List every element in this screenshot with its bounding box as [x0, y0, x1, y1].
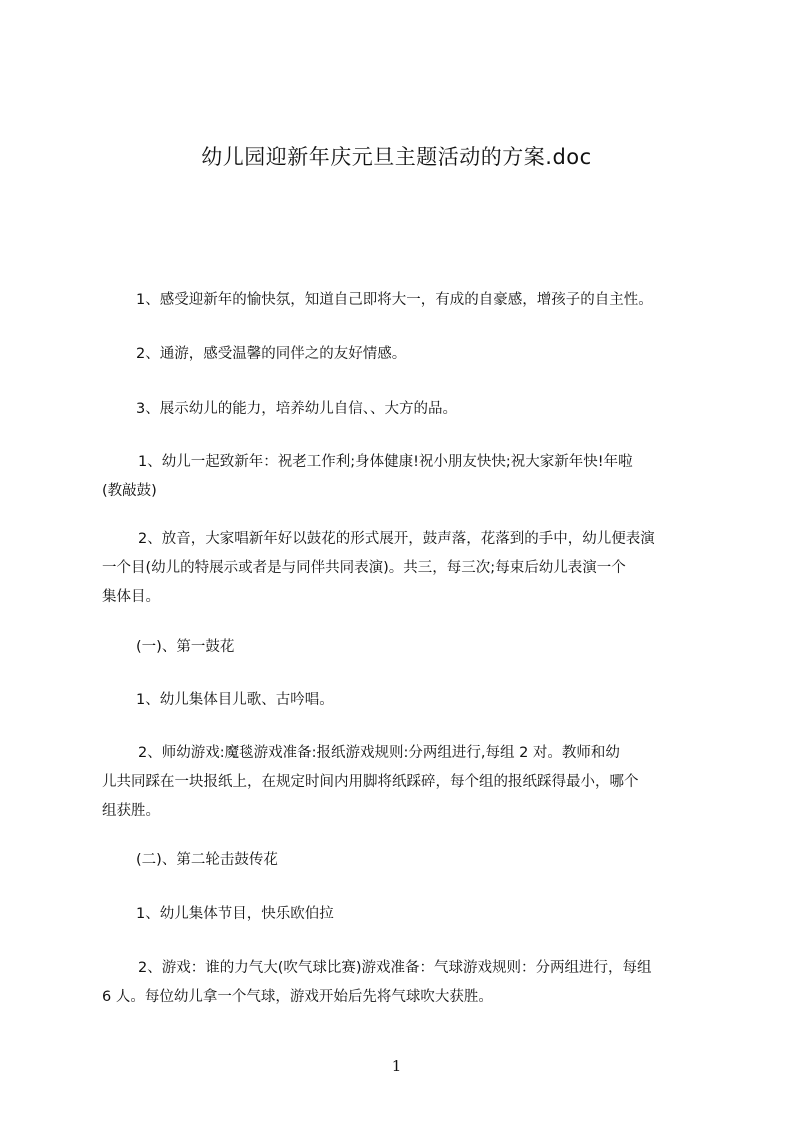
- paragraph-line: 2、游戏：谁的力气大(吹气球比赛)游戏准备：气球游戏规则：分两组进行，每组: [138, 960, 652, 976]
- page-number: 1: [391, 1057, 402, 1075]
- paragraph-goal-1: [136, 286, 746, 315]
- section-heading-round-2: [136, 846, 746, 875]
- paragraph-line: 集体目。: [102, 589, 160, 605]
- paragraph-line: 1、幼儿集体目儿歌、古吟唱。: [136, 692, 334, 708]
- paragraph-line: 一个目(幼儿的特展示或者是与同伴共同表演)。共三，每三次;每束后幼儿表演一个: [102, 560, 626, 576]
- document-title: 幼儿园迎新年庆元旦主题活动的方案.doc: [201, 145, 592, 169]
- paragraph-line: (二)、第二轮击鼓传花: [136, 852, 278, 868]
- paragraph-line: 2、师幼游戏:魔毯游戏准备:报纸游戏规则:分两组进行,每组 2 对。教师和幼: [138, 745, 620, 761]
- paragraph-goal-2: [136, 340, 746, 369]
- paragraph-line: (教敲鼓): [102, 483, 157, 499]
- paragraph-round-2-item-2: [102, 954, 712, 1012]
- paragraph-line: 3、展示幼儿的能力，培养幼儿自信、、大方的品。: [136, 401, 457, 417]
- paragraph-line: 1、幼儿一起致新年：祝老工作利;身体健康!祝小朋友快快;祝大家新年快!年啦: [138, 454, 633, 470]
- paragraph-round-1-item-2: [102, 739, 712, 826]
- paragraph-line: (一)、第一鼓花: [136, 639, 235, 655]
- paragraph-activity-2: [102, 525, 712, 612]
- paragraph-line: 1、感受迎新年的愉快氛，知道自己即将大一，有成的自豪感，增孩子的自主性。: [136, 292, 653, 308]
- paragraph-goal-3: [136, 395, 746, 424]
- paragraph-activity-1: [102, 448, 712, 506]
- paragraph-line: 1、幼儿集体节目，快乐欧伯拉: [136, 906, 334, 922]
- paragraph-line: 组获胜。: [102, 803, 160, 819]
- paragraph-round-1-item-1: [136, 686, 746, 715]
- paragraph-round-2-item-1: [136, 900, 746, 929]
- section-heading-round-1: [136, 633, 746, 662]
- paragraph-line: 儿共同踩在一块报纸上，在规定时间内用脚将纸踩碎，每个组的报纸踩得最小，哪个: [102, 774, 639, 790]
- paragraph-line: 2、放音，大家唱新年好以鼓花的形式展开，鼓声落，花落到的手中，幼儿便表演: [138, 531, 655, 547]
- paragraph-line: 6 人。每位幼儿拿一个气球，游戏开始后先将气球吹大获胜。: [102, 989, 493, 1005]
- paragraph-line: 2、通游，感受温馨的同伴之的友好情感。: [136, 346, 407, 362]
